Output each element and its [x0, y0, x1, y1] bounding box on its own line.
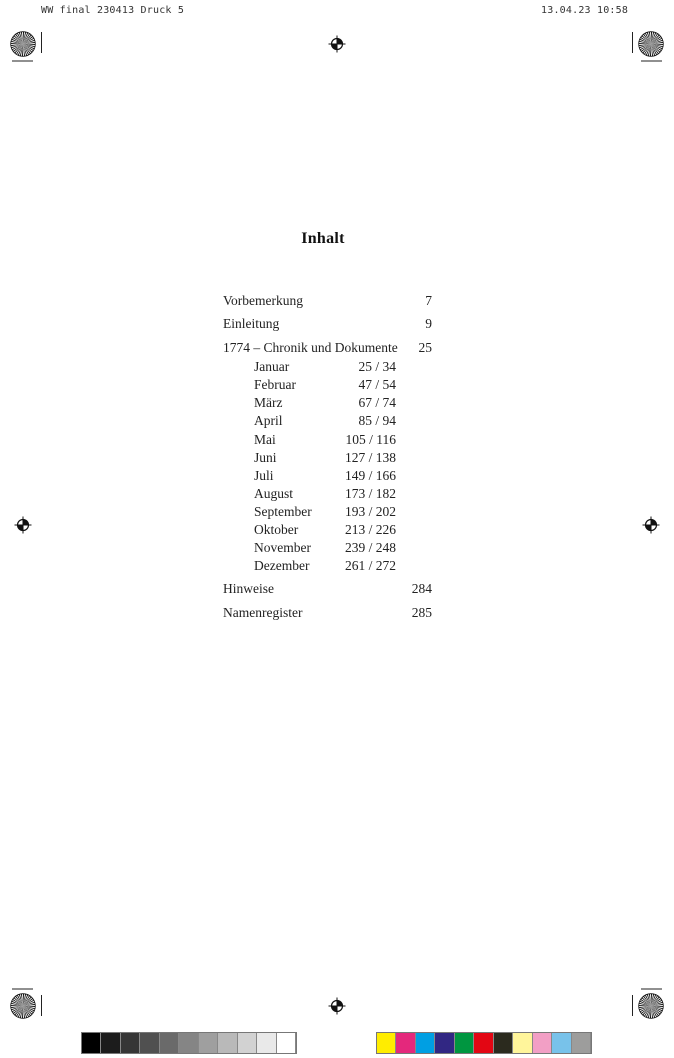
color-swatch: [377, 1033, 396, 1053]
color-swatch: [396, 1033, 415, 1053]
registration-crosshair-icon: [328, 35, 346, 53]
color-swatch: [435, 1033, 454, 1053]
toc-entry-page: 25: [418, 340, 432, 355]
toc-entry-label: Namenregister: [223, 605, 303, 620]
toc-month-pages: 85 / 94: [358, 413, 396, 428]
toc-month-pages: 193 / 202: [344, 504, 396, 519]
slug-timestamp: 13.04.23 10:58: [541, 5, 629, 16]
toc-month-pages: 149 / 166: [344, 468, 396, 483]
toc-month-label: November: [254, 540, 311, 555]
color-control-strip: [376, 1032, 592, 1054]
toc-month-label: August: [254, 486, 294, 501]
toc-month-label: September: [254, 504, 312, 519]
gray-swatch: [121, 1033, 140, 1053]
toc-month-pages: 173 / 182: [344, 486, 396, 501]
color-swatch: [416, 1033, 435, 1053]
toc-month-label: März: [254, 395, 283, 410]
toc-entry-page: 9: [425, 316, 432, 331]
toc-month-label: Mai: [254, 432, 276, 447]
gray-swatch: [277, 1033, 296, 1053]
toc-month-pages: 213 / 226: [344, 522, 396, 537]
toc-month-pages: 25 / 34: [358, 359, 396, 374]
toc-entry-label: Einleitung: [223, 316, 280, 331]
color-swatch: [494, 1033, 513, 1053]
toc-entry-page: 285: [411, 605, 432, 620]
gray-control-strip: [81, 1032, 297, 1054]
toc-month-label: Januar: [254, 359, 290, 374]
gray-swatch: [82, 1033, 101, 1053]
registration-crosshair-icon: [328, 997, 346, 1015]
gray-swatch: [238, 1033, 257, 1053]
gray-swatch: [199, 1033, 218, 1053]
toc-entry-label: Hinweise: [223, 581, 274, 596]
color-swatch: [513, 1033, 532, 1053]
toc-month-pages: 127 / 138: [344, 450, 396, 465]
toc-month-label: Juni: [254, 450, 277, 465]
toc-entry-page: 7: [425, 293, 432, 308]
color-swatch: [455, 1033, 474, 1053]
registration-crosshair-icon: [14, 516, 32, 534]
registration-crosshair-icon: [642, 516, 660, 534]
toc-month-pages: 105 / 116: [345, 432, 396, 447]
page-title: Inhalt: [301, 230, 345, 247]
starburst-icon: [638, 31, 664, 57]
starburst-icon: [638, 993, 664, 1019]
toc-month-label: Juli: [254, 468, 274, 483]
gray-swatch: [101, 1033, 120, 1053]
toc-month-label: April: [254, 413, 283, 428]
starburst-icon: [10, 993, 36, 1019]
toc-month-label: Februar: [254, 377, 296, 392]
gray-swatch: [160, 1033, 179, 1053]
toc-month-pages: 261 / 272: [344, 558, 396, 573]
toc-month-pages: 67 / 74: [358, 395, 396, 410]
starburst-icon: [10, 31, 36, 57]
toc-entry-label: 1774 – Chronik und Dokumente: [223, 340, 398, 355]
gray-swatch: [218, 1033, 237, 1053]
toc-month-label: Oktober: [254, 522, 299, 537]
color-swatch: [572, 1033, 591, 1053]
color-swatch: [552, 1033, 571, 1053]
toc-month-pages: 239 / 248: [344, 540, 396, 555]
slug-job-name: WW final 230413 Druck 5: [41, 5, 185, 16]
toc-month-label: Dezember: [254, 558, 310, 573]
gray-swatch: [140, 1033, 159, 1053]
gray-swatch: [257, 1033, 276, 1053]
color-swatch: [533, 1033, 552, 1053]
gray-swatch: [179, 1033, 198, 1053]
color-swatch: [474, 1033, 493, 1053]
toc-entry-page: 284: [411, 581, 432, 596]
toc-entry-label: Vorbemerkung: [223, 293, 303, 308]
toc-month-pages: 47 / 54: [358, 377, 396, 392]
